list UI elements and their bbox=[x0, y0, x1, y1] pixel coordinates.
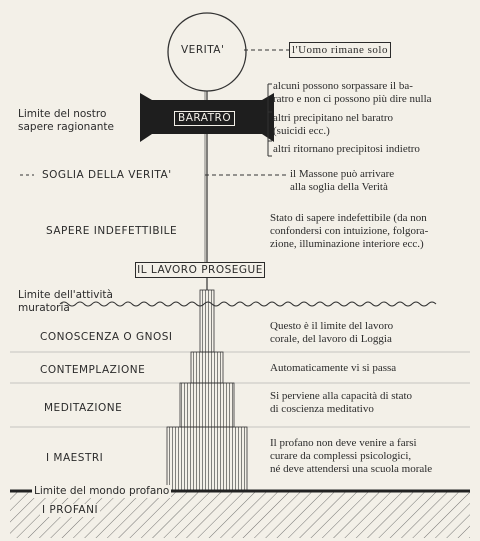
meditazione-label: MEDITAZIONE bbox=[44, 402, 123, 414]
limite-profano-label: Limite del mondo profano bbox=[34, 485, 170, 497]
baratro-note-1: alcuni possono sorpassare il ba- ratro e non ci possono più dire nulla bbox=[273, 80, 432, 105]
baratro-label: BARATRO bbox=[174, 111, 235, 126]
lavoro-prosegue-box: IL LAVORO PROSEGUE bbox=[135, 262, 265, 278]
uomo-solo-box: l'Uomo rimane solo bbox=[289, 42, 391, 58]
profani-label: I PROFANI bbox=[42, 504, 99, 516]
meditazione-note: Si perviene alla capacità di stato di coscienza meditativo bbox=[270, 390, 413, 415]
tower-step-3 bbox=[180, 383, 234, 427]
tower-step-1 bbox=[200, 290, 214, 352]
sapere-label: SAPERE INDEFETTIBILE bbox=[46, 225, 178, 237]
tower-step-2 bbox=[191, 352, 223, 383]
limit-wavy-line bbox=[60, 302, 436, 306]
soglia-note: il Massone può arrivare alla soglia della Verità bbox=[290, 168, 395, 193]
baratro-note-3: altri ritornano precipitosi indietro bbox=[273, 143, 420, 155]
limite-attivita-label: Limite dell'attività muratoria bbox=[18, 289, 113, 314]
limite-sapere-label: Limite del nostro sapere ragionante bbox=[18, 108, 114, 133]
verita-label: VERITA' bbox=[181, 44, 225, 56]
sapere-note: Stato di sapere indefettibile (da non confondersi con intuizione, folgora- zione, illuminazione interiore ecc.) bbox=[270, 212, 429, 250]
soglia-label: SOGLIA DELLA VERITA' bbox=[42, 169, 172, 181]
conoscenza-label: CONOSCENZA O GNOSI bbox=[40, 331, 173, 343]
baratro-note-2: altri precipitano nel baratro (suicidi ecc.) bbox=[273, 112, 394, 137]
tower-step-4 bbox=[167, 427, 247, 490]
contemplazione-label: CONTEMPLAZIONE bbox=[40, 364, 146, 376]
conoscenza-note: Questo è il limite del lavoro corale, del lavoro di Loggia bbox=[270, 320, 394, 345]
maestri-label: I MAESTRI bbox=[46, 452, 104, 464]
contemplazione-note: Automaticamente vi si passa bbox=[270, 362, 397, 374]
maestri-note: Il profano non deve venire a farsi curare da complessi psicologici, né deve attendersi una scuola morale bbox=[270, 437, 433, 475]
